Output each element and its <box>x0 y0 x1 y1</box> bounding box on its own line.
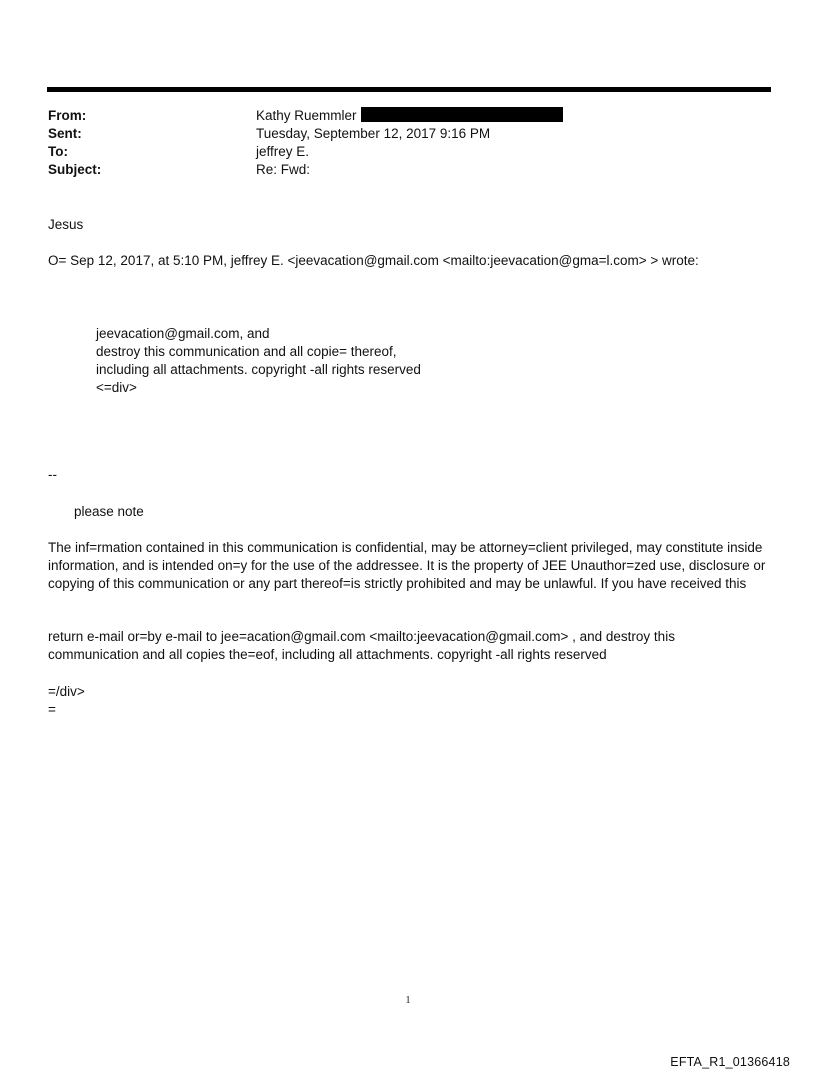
subject-value: Re: Fwd: <box>256 162 311 177</box>
sent-value: Tuesday, September 12, 2017 9:16 PM <box>256 126 491 141</box>
quoted-line: <=div> <box>96 380 137 395</box>
sent-label: Sent: <box>48 126 82 141</box>
disclaimer-paragraph-2: return e-mail or=by e-mail to jee=acation@gmail.com <mailto:jeevacation@gmail.com> , and destroy this communication and all copies the=eof, including all attachments. copyright -all rights reserved <box>48 629 675 662</box>
quoted-line: jeevacation@gmail.com, and <box>96 326 270 341</box>
redaction-bar <box>361 107 563 122</box>
please-note: please note <box>74 504 144 519</box>
disclaimer-paragraph-1: The inf=rmation contained in this communication is confidential, may be attorney=client privileged, may constitute inside information, and is intended on=y for the use of the addressee. It is the property of JEE Unauthor=zed use, disclosure or copying of this communication or any part thereof=is strictly prohibited and may be unlawful. If you have received this <box>48 540 766 591</box>
to-label: To: <box>48 144 68 159</box>
subject-row <box>48 161 768 179</box>
quoted-line: destroy this communication and all copie= thereof, <box>96 344 397 359</box>
page-number: 1 <box>405 995 411 1006</box>
closing-div-text: =/div> <box>48 684 85 699</box>
email-header <box>48 107 768 179</box>
closing-equals: = <box>48 702 56 717</box>
from-label: From: <box>48 108 87 123</box>
quoted-block <box>96 325 421 397</box>
sent-row <box>48 125 768 143</box>
reply-text: Jesus <box>48 217 84 232</box>
from-sender-name: Kathy Ruemmler <box>256 108 357 123</box>
from-row <box>48 107 768 125</box>
header-divider-rule <box>47 87 771 92</box>
subject-label: Subject: <box>48 162 102 177</box>
to-value: jeffrey E. <box>256 144 310 159</box>
from-value <box>256 107 768 125</box>
document-id: EFTA_R1_01366418 <box>670 1055 790 1069</box>
to-row <box>48 143 768 161</box>
quote-intro: O= Sep 12, 2017, at 5:10 PM, jeffrey E. <jeevacation@gmail.com <mailto:jeevacation@gma=l.com> > wrote: <box>48 253 699 268</box>
quoted-line: including all attachments. copyright -all rights reserved <box>96 362 421 377</box>
signature-separator: -- <box>48 467 57 482</box>
